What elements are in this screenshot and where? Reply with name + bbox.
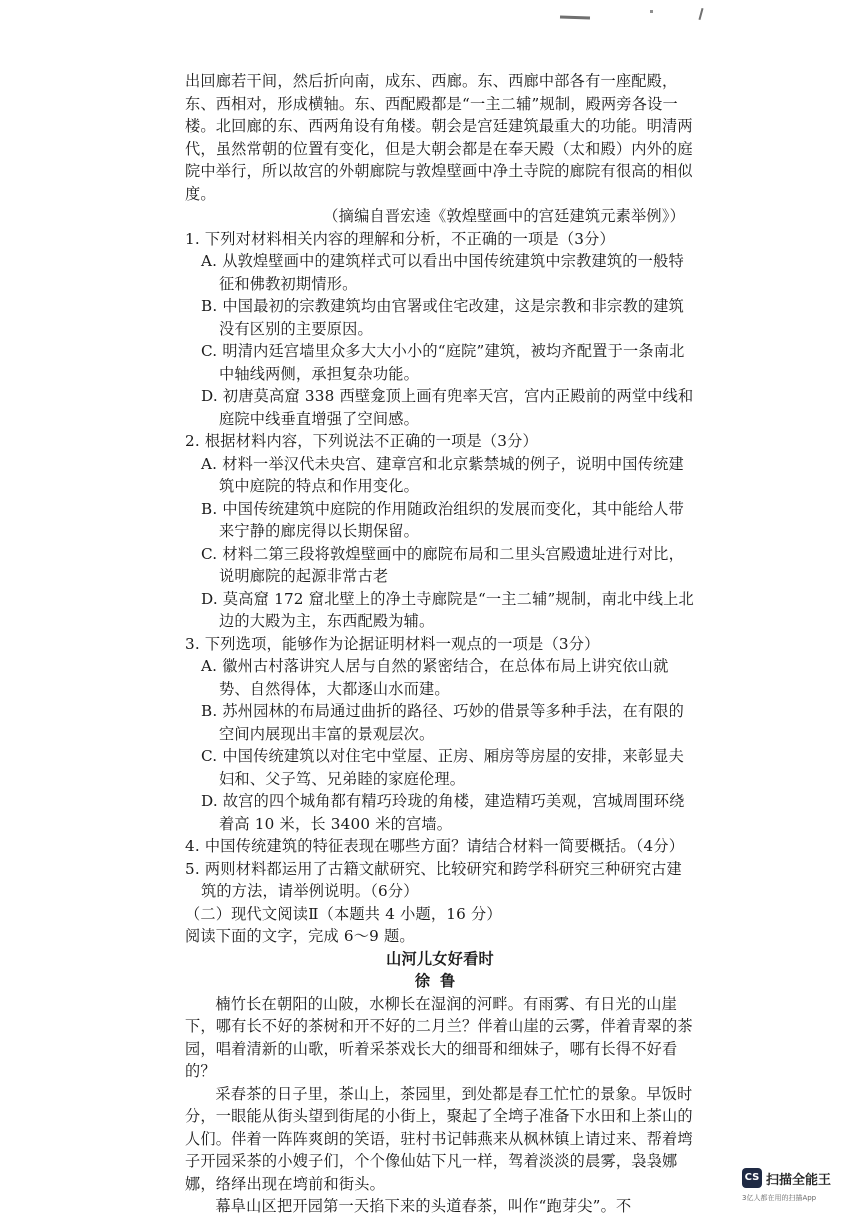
- watermark-tagline: 3亿人都在用的扫描App: [742, 1194, 817, 1202]
- article-paragraph: 采春茶的日子里，茶山上，茶园里，到处都是春工忙忙的景象。早饭时分，一眼能从街头望到街尾的小街上，聚起了全塆子准备下水田和上茶山的人们。伴着一阵阵爽朗的笑语，驻村书记韩燕来从枫林镇上请过来、帮着塆子开园采茶的小嫂子们，个个像仙姑下凡一样，驾着淡淡的晨雾，袅袅娜娜，络绎出现在塆前和街头。: [185, 1084, 693, 1193]
- passage-source: （摘编自晋宏逵《敦煌壁画中的宫廷建筑元素举例》）: [323, 207, 685, 225]
- passage-paragraph: 出回廊若干间，然后折向南，成东、西廊。东、西廊中部各有一座配殿，东、西相对，形成横轴。东、西配殿都是“一主二辅”规制，殿两旁各设一楼。北回廊的东、西两角设有角楼。朝会是宫廷建筑最重大的功能。明清两代，虽然常朝的位置有变化，但是大朝会都是在奉天殿（太和殿）内外的庭院中举行，所以故宫的外朝廊院与敦煌壁画中净土寺院的廊院有很高的相似度。: [185, 72, 693, 203]
- question-2: [185, 430, 695, 633]
- option-b: B. 中国最初的宗教建筑均由官署或住宅改建，这是宗教和非宗教的建筑没有区别的主要原因。: [201, 297, 685, 338]
- question-3: [185, 633, 695, 836]
- article-paragraph: 幕阜山区把开园第一天掐下来的头道春茶，叫作“跑芽尖”。不: [215, 1197, 632, 1215]
- question-4: 4. 中国传统建筑的特征表现在哪些方面？请结合材料一简要概括。（4分）: [185, 837, 685, 855]
- option-d: D. 初唐莫高窟 338 西壁龛顶上画有兜率天宫，宫内正殿前的两堂中线和庭院中线垂直增强了空间感。: [201, 387, 694, 428]
- section-heading: （二）现代文阅读Ⅱ（本题共 4 小题，16 分）: [185, 904, 502, 923]
- scanner-watermark: [742, 1168, 842, 1208]
- option-c: C. 材料二第三段将敦煌壁画中的廊院布局和二里头宫殿遗址进行对比，说明廊院的起源非常古老: [201, 544, 684, 585]
- article-author: 徐鲁: [414, 972, 466, 990]
- option-c: C. 中国传统建筑以对住宅中堂屋、正房、厢房等房屋的安排，来彰显夫妇和、父子笃、兄弟睦的家庭伦理。: [201, 747, 684, 788]
- question-stem: 3. 下列选项，能够作为论据证明材料一观点的一项是（3分）: [185, 634, 600, 653]
- document-body: [185, 70, 695, 1218]
- option-a: A. 徽州古村落讲究人居与自然的紧密结合，在总体布局上讲究依山就势、自然得体，大都逐山水而建。: [201, 657, 669, 698]
- question-5: 5. 两则材料都运用了古籍文献研究、比较研究和跨学科研究三种研究古建筑的方法，请举例说明。（6分）: [185, 859, 682, 900]
- option-a: A. 材料一举汉代未央宫、建章宫和北京紫禁城的例子，说明中国传统建筑中庭院的特点和作用变化。: [201, 454, 684, 495]
- option-b: B. 苏州园林的布局通过曲折的路径、巧妙的借景等多种手法，在有限的空间内展现出丰富的景观层次。: [201, 702, 685, 743]
- question-1: [185, 228, 695, 431]
- option-a: A. 从敦煌壁画中的建筑样式可以看出中国传统建筑中宗教建筑的一般特征和佛教初期情形。: [201, 252, 684, 293]
- watermark-name: 扫描全能王: [766, 1173, 832, 1188]
- option-c: C. 明清内廷宫墙里众多大大小小的“庭院”建筑，被均齐配置于一条南北中轴线两侧，承担复杂功能。: [201, 342, 685, 383]
- section-instruction: 阅读下面的文字，完成 6～9 题。: [185, 927, 415, 945]
- question-stem: 2. 根据材料内容，下列说法不正确的一项是（3分）: [185, 432, 538, 450]
- option-d: D. 莫高窟 172 窟北壁上的净土寺廊院是“一主二辅”规制，南北中线上北边的大殿为主，东西配殿为辅。: [201, 589, 694, 630]
- option-b: B. 中国传统建筑中庭院的作用随政治组织的发展而变化，其中能给人带来宁静的廊庑得以长期保留。: [201, 499, 685, 540]
- option-d: D. 故宫的四个城角都有精巧玲珑的角楼，建造精巧美观，宫城周围环绕着高 10 米，长 3400 米的宫墙。: [201, 792, 685, 833]
- question-stem: 1. 下列对材料相关内容的理解和分析，不正确的一项是（3分）: [185, 229, 615, 248]
- scan-artifact: [560, 15, 590, 19]
- article-title: 山河儿女好看时: [386, 949, 494, 968]
- scan-artifact: [650, 10, 653, 13]
- article-paragraph: 楠竹长在朝阳的山陂，水柳长在湿润的河畔。有雨雾、有日光的山崖下，哪有长不好的茶树和开不好的二月兰？伴着山崖的云雾，伴着青翠的茶园，唱着清新的山歌，听着采茶戏长大的细哥和细妹子，哪有长得不好看的？: [185, 994, 693, 1080]
- camscanner-logo-icon: CS: [742, 1168, 762, 1188]
- scan-artifact: [698, 8, 703, 20]
